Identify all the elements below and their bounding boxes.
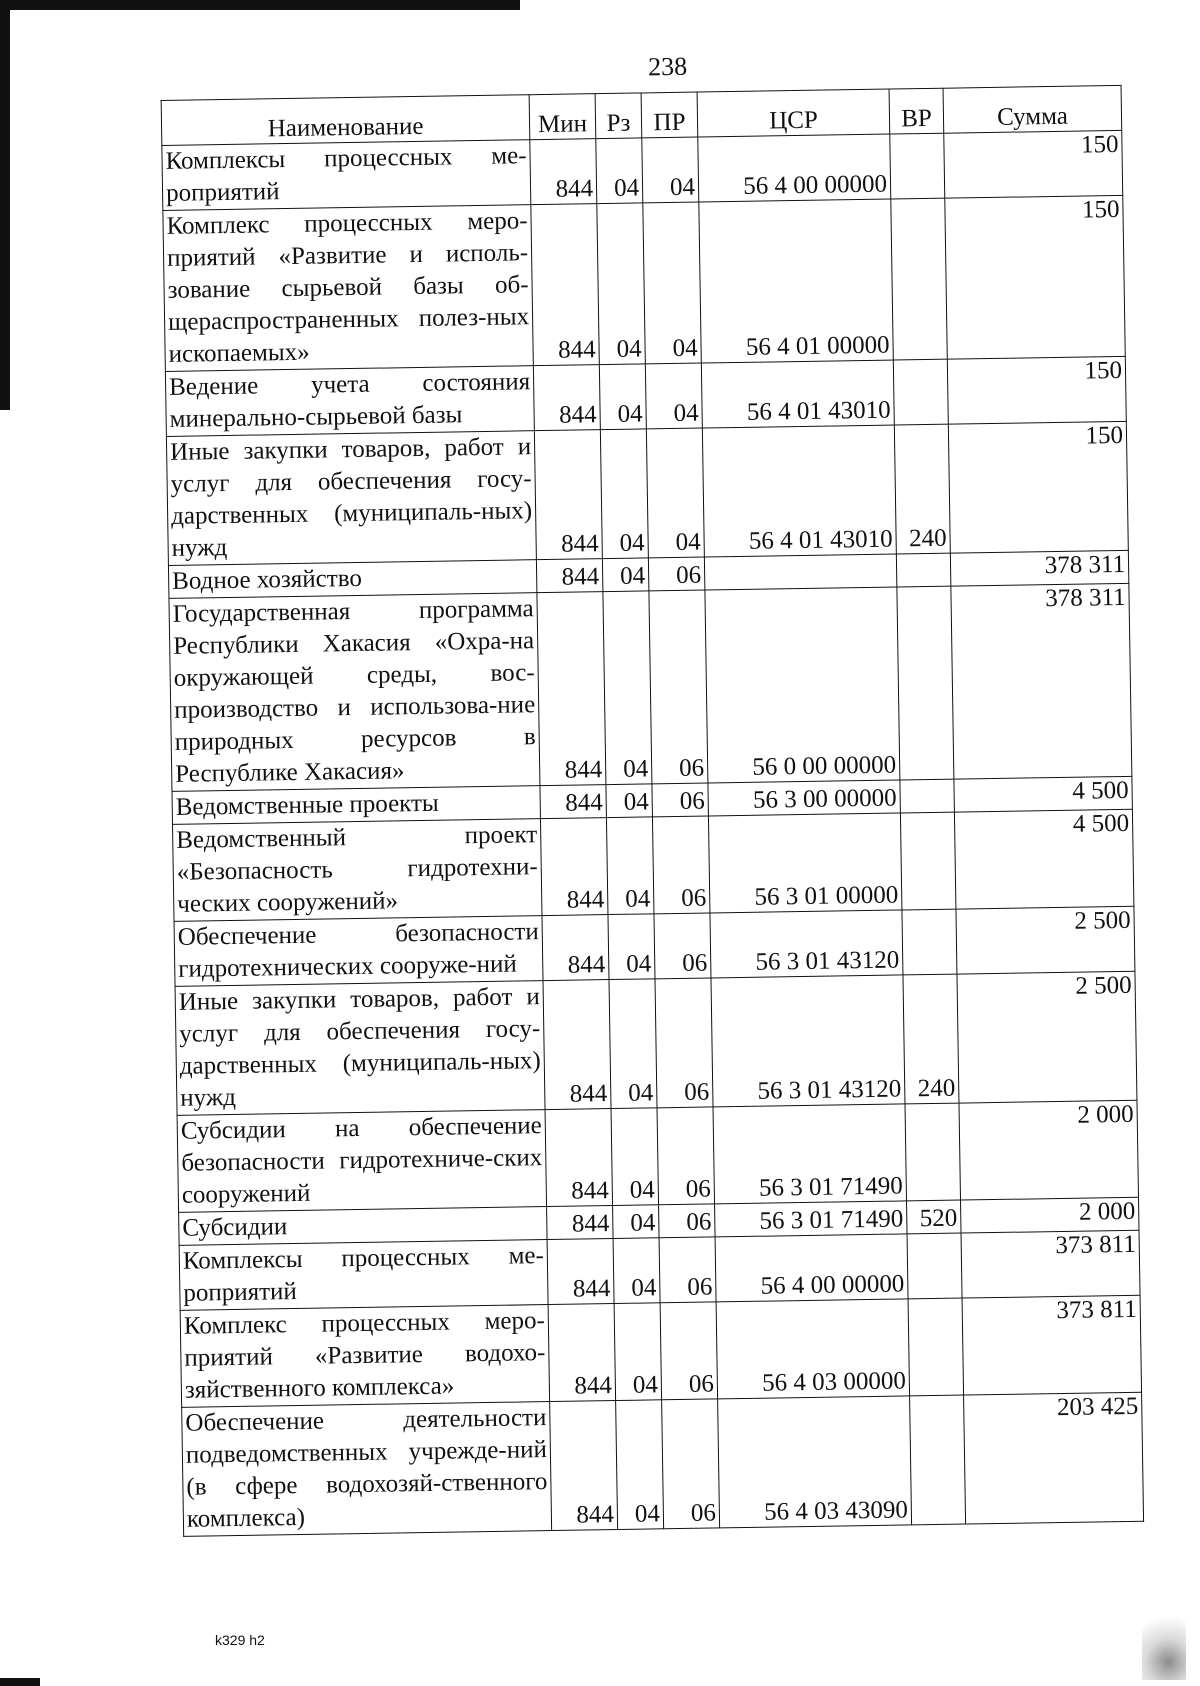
row-csr: [704, 554, 896, 590]
row-csr: 56 3 01 00000: [708, 813, 901, 913]
row-pr: 06: [654, 913, 711, 979]
row-csr: 56 4 00 00000: [698, 134, 891, 202]
row-sum: 2 500: [956, 906, 1135, 974]
row-name: Комплексы процессных ме-роприятий: [179, 1240, 548, 1311]
row-csr: 56 3 01 71490: [713, 1104, 906, 1204]
row-pr: 04: [642, 137, 699, 203]
table-row: [173, 809, 1134, 921]
column-header-csr: ЦСР: [697, 89, 890, 137]
row-rz: 04: [602, 558, 649, 592]
row-csr: 56 3 00 00000: [708, 780, 900, 816]
table-row: [166, 421, 1128, 565]
row-min: 844: [542, 915, 609, 981]
row-name: Комплекс процессных меро-приятий «Развитие и исполь-зование сырьевой базы об-щераспространенных полез-ных ископаемых»: [163, 205, 533, 372]
row-pr: 06: [660, 1302, 718, 1400]
row-rz: 04: [609, 979, 657, 1109]
row-sum: 373 811: [962, 1295, 1142, 1395]
row-vr: [890, 133, 945, 199]
row-sum: 2 500: [957, 971, 1137, 1103]
row-sum: 2 000: [959, 1100, 1139, 1200]
row-rz: 04: [613, 1205, 660, 1239]
row-vr: [900, 812, 956, 910]
row-name: Иные закупки товаров, работ и услуг для обеспечения госу-дарственных (муниципаль-ных) нужд: [166, 431, 536, 566]
row-sum: 4 500: [954, 809, 1134, 909]
row-min: 844: [540, 818, 608, 916]
row-vr: [900, 779, 955, 813]
row-name: Субсидии на обеспечение безопасности гидротехниче-ских сооружений: [177, 1110, 546, 1213]
row-min: 844: [548, 1304, 616, 1402]
row-vr: [907, 1233, 962, 1299]
row-rz: 04: [600, 429, 648, 559]
row-name: Комплекс процессных меро-приятий «Развитие водохо-зяйственного комплекса»: [180, 1305, 549, 1408]
row-min: 844: [547, 1239, 614, 1305]
scan-edge-top: [0, 0, 520, 10]
row-vr: [891, 198, 948, 360]
table-row: [169, 583, 1132, 791]
table-row: [177, 1100, 1138, 1212]
row-vr: [910, 1395, 966, 1525]
row-min: 844: [533, 365, 600, 431]
budget-table: [161, 85, 1144, 1537]
column-header-vr: ВР: [889, 88, 944, 134]
row-sum: 150: [948, 421, 1128, 553]
row-min: 844: [543, 980, 611, 1110]
row-rz: 04: [606, 784, 653, 818]
row-min: 844: [534, 430, 602, 560]
table-row: [175, 971, 1137, 1115]
row-vr: 240: [903, 974, 959, 1104]
column-header-min: Мин: [529, 94, 596, 140]
row-pr: 06: [648, 557, 705, 591]
row-sum: 378 311: [950, 550, 1128, 586]
row-rz: 04: [608, 914, 655, 980]
row-vr: 240: [894, 424, 950, 554]
row-min: 844: [545, 1109, 613, 1207]
row-min: 844: [550, 1401, 618, 1531]
column-header-name: Наименование: [161, 95, 530, 146]
row-min: 844: [537, 592, 606, 786]
row-sum: 203 425: [964, 1392, 1144, 1524]
row-sum: 150: [944, 130, 1123, 198]
row-vr: [908, 1298, 964, 1396]
row-rz: 04: [616, 1400, 664, 1530]
row-pr: 06: [652, 783, 709, 817]
row-csr: 56 3 01 43120: [711, 975, 905, 1107]
row-rz: 04: [597, 203, 646, 365]
row-csr: 56 4 00 00000: [715, 1234, 908, 1302]
row-vr: 520: [907, 1200, 962, 1234]
row-pr: 06: [657, 1107, 715, 1205]
row-sum: 2 000: [961, 1197, 1139, 1233]
row-name: Обеспечение деятельности подведомственных учрежде-ний (в сфере водохозяй-ственного комплекса): [182, 1402, 552, 1537]
row-csr: 56 4 01 00000: [699, 199, 894, 363]
row-min: 844: [531, 204, 600, 366]
row-vr: [893, 359, 948, 425]
row-csr: 56 0 00 00000: [705, 587, 900, 783]
scan-edge-bottom: [0, 1678, 40, 1686]
row-name: Ведомственные проекты: [172, 786, 540, 825]
row-name: Ведомственный проект «Безопасность гидротехни-ческих сооружений»: [173, 819, 542, 922]
row-pr: 06: [662, 1399, 720, 1529]
scan-edge-left: [0, 0, 10, 410]
row-rz: 04: [611, 1108, 659, 1206]
row-sum: 150: [945, 195, 1126, 359]
page-number: 238: [647, 51, 688, 82]
row-name: Водное хозяйство: [168, 560, 536, 599]
row-vr: [902, 909, 957, 975]
row-rz: 04: [599, 364, 646, 430]
row-pr: 06: [659, 1237, 716, 1303]
row-sum: 4 500: [954, 776, 1132, 812]
row-rz: 04: [603, 591, 652, 785]
row-min: 844: [547, 1206, 614, 1240]
row-rz: 04: [614, 1303, 662, 1401]
row-pr: 06: [655, 978, 713, 1108]
document-page: [160, 45, 1158, 1537]
row-rz: 04: [596, 138, 643, 204]
row-csr: 56 3 01 71490: [715, 1201, 907, 1237]
row-pr: 04: [645, 363, 702, 429]
row-name: Иные закупки товаров, работ и услуг для обеспечения госу-дарственных (муниципаль-ных) нужд: [175, 981, 545, 1116]
table-body: [162, 130, 1144, 1536]
row-name: Комплексы процессных ме-роприятий: [162, 140, 531, 211]
row-pr: 04: [646, 428, 704, 558]
row-min: 844: [530, 139, 597, 205]
row-name: Государственная программа Республики Хакасия «Охра-на окружающей среды, вос-производство и использова-ние природных ресурсов в Республике Хакасия»: [169, 593, 540, 792]
table-row: [180, 1295, 1141, 1407]
column-header-rz: Рз: [595, 93, 642, 139]
row-vr: [905, 1103, 961, 1201]
row-min: 844: [540, 785, 607, 819]
table-row: [182, 1392, 1144, 1536]
row-csr: 56 4 01 43010: [701, 360, 894, 428]
row-rz: 04: [606, 817, 654, 915]
row-vr: [897, 586, 954, 780]
row-rz: 04: [613, 1238, 660, 1304]
row-csr: 56 4 03 00000: [716, 1299, 909, 1399]
row-csr: 56 4 03 43090: [718, 1396, 912, 1528]
row-csr: 56 4 01 43010: [702, 425, 896, 557]
row-min: 844: [536, 559, 603, 593]
footer-code: k329 h2: [215, 1632, 265, 1648]
row-csr: 56 3 01 43120: [710, 910, 903, 978]
column-header-sum: Сумма: [943, 85, 1122, 133]
row-pr: 06: [659, 1204, 716, 1238]
table-row: [163, 195, 1125, 371]
row-name: Обеспечение безопасности гидротехнических сооруже-ний: [174, 916, 543, 987]
row-sum: 378 311: [951, 583, 1132, 779]
row-pr: 06: [652, 816, 710, 914]
row-name: Субсидии: [179, 1207, 547, 1246]
row-sum: 150: [947, 356, 1126, 424]
row-pr: 04: [643, 202, 702, 364]
row-pr: 06: [649, 590, 708, 784]
row-name: Ведение учета состояния минерально-сырьевой базы: [165, 366, 534, 437]
row-vr: [896, 553, 951, 587]
column-header-pr: ПР: [641, 92, 698, 138]
row-sum: 373 811: [961, 1230, 1140, 1298]
scan-speck: [1142, 1590, 1186, 1680]
